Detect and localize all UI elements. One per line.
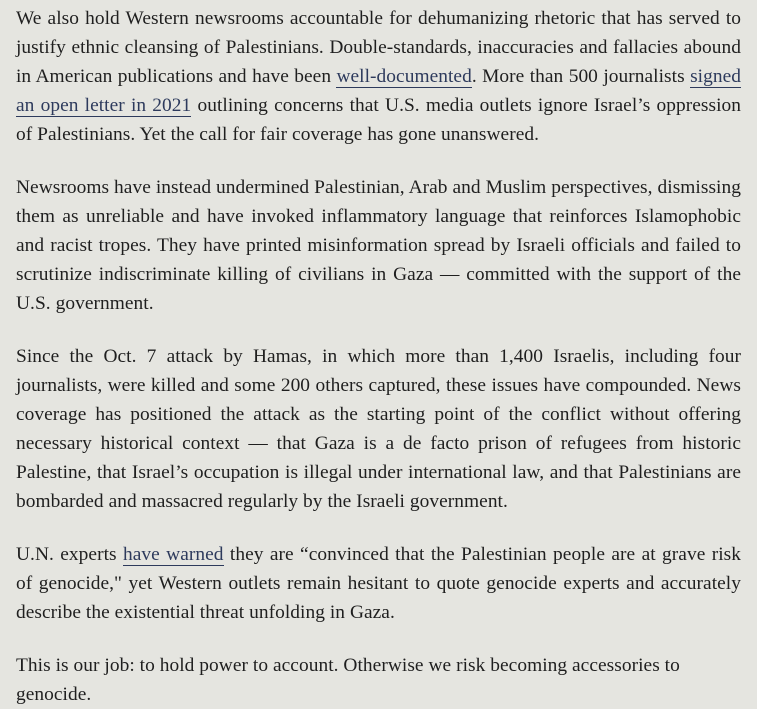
paragraph-text: U.N. experts: [16, 544, 123, 565]
paragraph-text: outlining concerns that U.S. media outlets ignore Israel’s oppression of Palestinians. Yet the call for fair coverage has gone unanswered.: [16, 95, 741, 145]
open-letter-2021-link[interactable]: signed an open letter in 2021: [16, 66, 741, 116]
paragraph-text: they are “convinced that the Palestinian people are at grave risk of genocide," yet Western outlets remain hesitant to quote genocide experts and accurately describe the existential threat unfolding in Gaza.: [16, 544, 741, 623]
paragraph-undermined-perspectives: Newsrooms have instead undermined Palestinian, Arab and Muslim perspectives, dismissing them as unreliable and have invoked inflammatory language that reinforces Islamophobic and racist tropes. They have printed misinformation spread by Israeli officials and failed to scrutinize indiscriminate killing of civilians in Gaza — committed with the support of the U.S. government.: [16, 177, 741, 314]
paragraph-text: . More than 500 journalists: [471, 66, 691, 87]
paragraph-un-experts: [16, 540, 741, 627]
well-documented-link[interactable]: well-documented: [336, 66, 472, 87]
paragraph-text: We also hold Western newsrooms accountable for dehumanizing rhetoric that has served to justify ethnic cleansing of Palestinians. Double-standards, inaccuracies and fallacies abound in American publications and have been: [16, 8, 741, 87]
paragraph-oct-7-attack: Since the Oct. 7 attack by Hamas, in which more than 1,400 Israelis, including four journalists, were killed and some 200 others captured, these issues have compounded. News coverage has positioned the attack as the starting point of the conflict without offering necessary historical context — that Gaza is a de facto prison of refugees from historic Palestine, that Israel’s occupation is illegal under international law, and that Palestinians are bombarded and massacred regularly by the Israeli government.: [16, 346, 741, 512]
paragraph-our-job: This is our job: to hold power to account. Otherwise we risk becoming accessories to genocide.: [16, 655, 680, 705]
have-warned-link[interactable]: have warned: [122, 544, 224, 565]
paragraph-newsrooms-accountable: [16, 4, 741, 149]
